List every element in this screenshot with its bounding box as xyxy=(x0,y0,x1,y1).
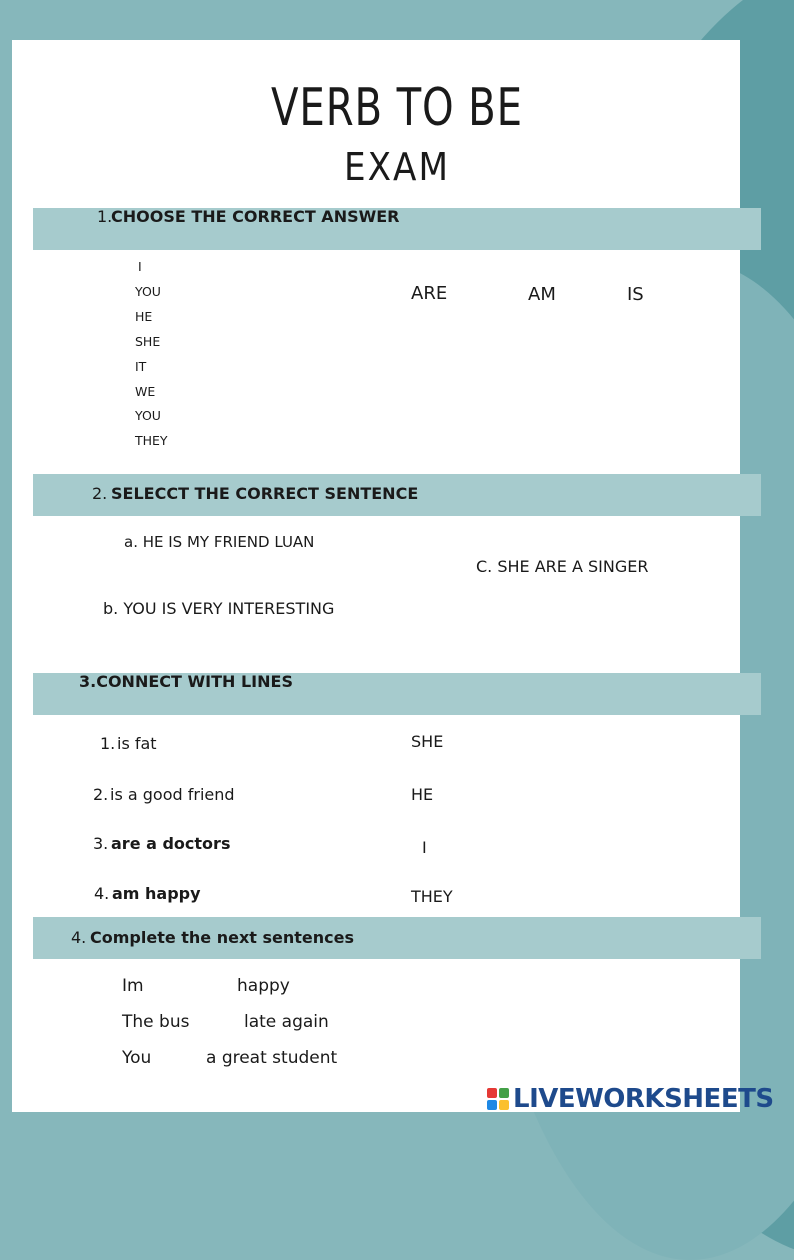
connect-left-number: 4. xyxy=(94,884,110,903)
section-2-number: 2. xyxy=(92,484,108,503)
logo-icon xyxy=(487,1088,509,1110)
pronoun-item: YOU xyxy=(135,408,161,423)
pronoun-item: SHE xyxy=(135,334,161,349)
verb-option-is[interactable]: IS xyxy=(627,284,644,305)
connect-right-item[interactable]: SHE xyxy=(411,732,444,751)
section-1-title: CHOOSE THE CORRECT ANSWER xyxy=(111,207,400,226)
connect-left-item[interactable]: am happy xyxy=(112,884,201,903)
page-subtitle: EXAM xyxy=(344,145,450,189)
verb-option-am[interactable]: AM xyxy=(528,284,556,305)
connect-left-number: 1. xyxy=(100,734,116,753)
sentence-end: late again xyxy=(244,1012,329,1032)
section-3-title: 3.CONNECT WITH LINES xyxy=(79,672,293,691)
connect-left-item[interactable]: is fat xyxy=(117,734,157,753)
pronoun-item: HE xyxy=(135,309,153,324)
connect-left-item[interactable]: is a good friend xyxy=(110,785,235,804)
sentence-option-a[interactable]: a. HE IS MY FRIEND LUAN xyxy=(124,533,315,551)
section-2-title: SELECCT THE CORRECT SENTENCE xyxy=(111,484,419,503)
verb-option-are[interactable]: ARE xyxy=(411,283,448,304)
liveworksheets-logo xyxy=(487,1084,774,1114)
connect-left-number: 3. xyxy=(93,834,109,853)
section-4-number: 4. xyxy=(71,928,87,947)
connect-right-item[interactable]: HE xyxy=(411,785,434,804)
page-title: VERB TO BE xyxy=(271,78,523,138)
pronoun-item: WE xyxy=(135,384,156,399)
pronoun-item: THEY xyxy=(135,433,168,448)
connect-left-item[interactable]: are a doctors xyxy=(111,834,231,853)
sentence-start: Im xyxy=(122,976,144,996)
sentence-start: You xyxy=(122,1048,152,1068)
logo-text: LIVEWORKSHEETS xyxy=(513,1084,774,1114)
sentence-start: The bus xyxy=(122,1012,190,1032)
pronoun-item: YOU xyxy=(135,284,161,299)
sentence-option-b[interactable]: b. YOU IS VERY INTERESTING xyxy=(103,599,335,618)
pronoun-item: IT xyxy=(135,359,147,374)
connect-right-item[interactable]: I xyxy=(422,838,427,857)
section-1-number: 1. xyxy=(97,207,113,226)
pronoun-item: I xyxy=(138,259,142,274)
connect-left-number: 2. xyxy=(93,785,109,804)
connect-right-item[interactable]: THEY xyxy=(411,887,453,906)
sentence-end: happy xyxy=(237,976,290,996)
section-4-title: Complete the next sentences xyxy=(90,928,355,947)
sentence-option-c[interactable]: C. SHE ARE A SINGER xyxy=(476,557,649,576)
sentence-end: a great student xyxy=(206,1048,338,1068)
